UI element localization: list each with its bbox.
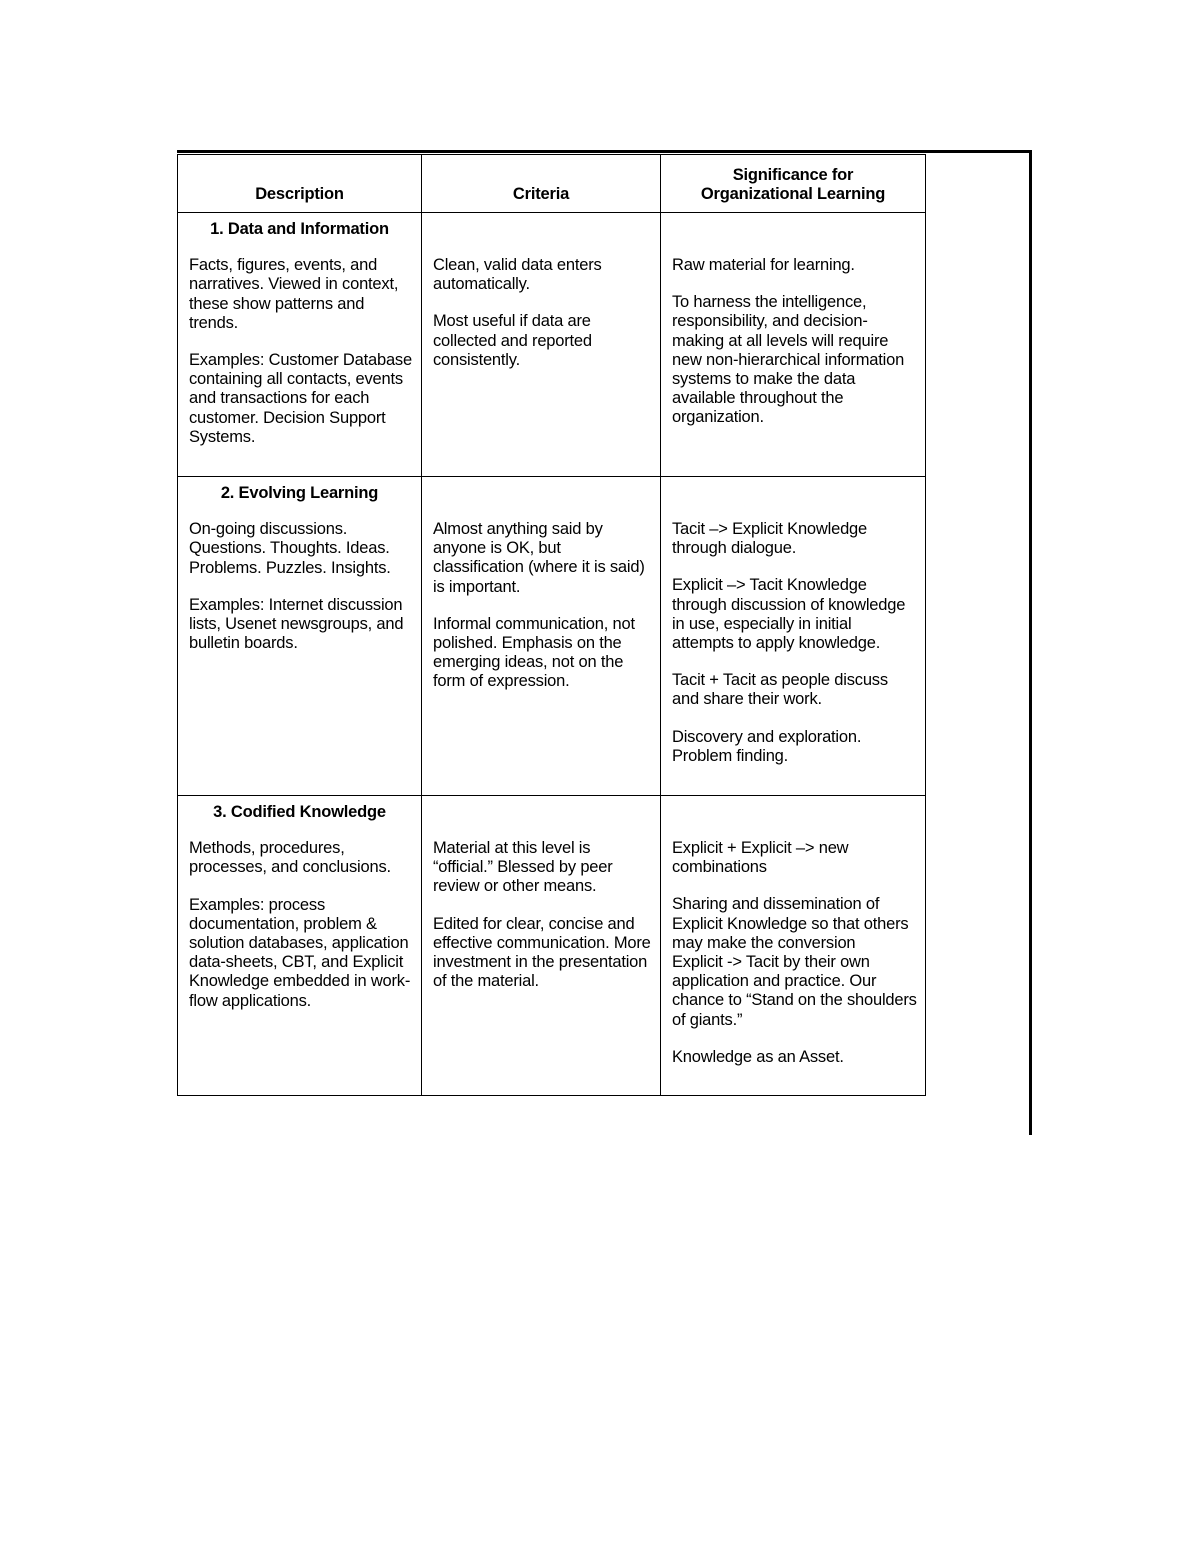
criteria-text: Informal communication, not polished. Emphasis on the emerging ideas, not on the form of expression. [433, 614, 635, 691]
criteria-cell [422, 796, 661, 1096]
significance-text: Knowledge as an Asset. [672, 1047, 844, 1066]
page-frame-right-rule [1029, 150, 1032, 1135]
significance-text: Raw material for learning. [672, 256, 855, 274]
significance-cell [661, 796, 926, 1096]
description-examples: Examples: Internet discussion lists, Usenet newsgroups, and bulletin boards. [189, 595, 404, 653]
description-cell [178, 213, 422, 477]
row-title: 3. Codified Knowledge [213, 803, 386, 821]
significance-text: Explicit –> Tacit Knowledge through discussion of knowledge in use, especially in initial attempts to apply knowledge. [672, 576, 906, 653]
table-row [178, 477, 926, 796]
criteria-cell [422, 213, 661, 477]
header-criteria: Criteria [422, 155, 661, 213]
table-header-row [178, 155, 926, 213]
description-text: Facts, figures, events, and narratives. Viewed in context, these show patterns and trends. [189, 256, 399, 332]
header-significance-line2: Organizational Learning [700, 184, 886, 203]
row-title: 1. Data and Information [210, 220, 389, 238]
page-frame-top-rule [177, 150, 1032, 153]
criteria-cell [422, 477, 661, 796]
description-text: On-going discussions. Questions. Thoughts. Ideas. Problems. Puzzles. Insights. [189, 520, 391, 577]
criteria-text: Almost anything said by anyone is OK, but classification (where it is said) is important. [433, 520, 645, 596]
knowledge-levels-table [177, 154, 926, 1096]
description-examples: Examples: process documentation, problem & solution databases, application data-sheets, CBT, and Explicit Knowledge embedded in work-flow applications. [189, 895, 411, 1010]
description-cell [178, 796, 422, 1096]
criteria-text: Edited for clear, concise and effective communication. More investment in the presentation of the material. [433, 914, 651, 991]
criteria-text: Material at this level is “official.” Blessed by peer review or other means. [433, 839, 613, 896]
description-examples: Examples: Customer Database containing all contacts, events and transactions for each customer. Decision Support Systems. [189, 351, 412, 446]
criteria-text: Clean, valid data enters automatically. [433, 256, 602, 294]
significance-text: Explicit + Explicit –> new combinations [672, 839, 849, 877]
description-cell [178, 477, 422, 796]
table-row [178, 796, 926, 1096]
significance-text: Tacit –> Explicit Knowledge through dialogue. [672, 520, 868, 558]
header-description: Description [178, 155, 422, 213]
table-row [178, 213, 926, 477]
description-text: Methods, procedures, processes, and conclusions. [189, 839, 391, 877]
significance-cell [661, 477, 926, 796]
criteria-text: Most useful if data are collected and reported consistently. [433, 312, 592, 369]
header-significance [661, 155, 926, 213]
significance-cell [661, 213, 926, 477]
significance-text: To harness the intelligence, responsibility, and decision-making at all levels will require new non-hierarchical information systems to make the data available throughout the organization. [672, 293, 905, 427]
significance-text: Tacit + Tacit as people discuss and share their work. [672, 671, 888, 709]
significance-text: Explicit -> Tacit by their own application and practice. Our chance to “Stand on the shoulders of giants.” [672, 953, 917, 1029]
header-significance-line1: Significance for [732, 165, 854, 184]
significance-text: Sharing and dissemination of Explicit Knowledge so that others may make the conversion [672, 895, 909, 952]
row-title: 2. Evolving Learning [220, 484, 379, 502]
significance-text: Discovery and exploration. Problem finding. [672, 727, 862, 765]
